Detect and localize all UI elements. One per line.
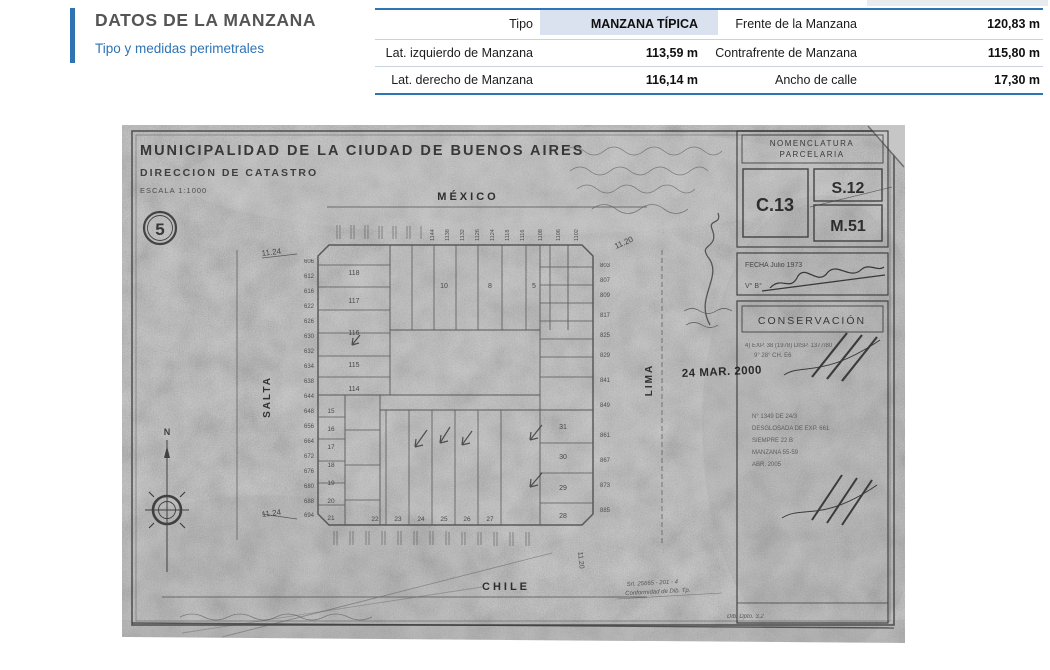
field-label-ancho-calle: Ancho de calle	[774, 73, 857, 87]
manzana-data-table	[375, 0, 1043, 98]
lot-number: 8	[488, 283, 492, 290]
address-number: 803	[600, 263, 611, 269]
lot-number: 19	[327, 480, 335, 487]
field-value-frente: 120,83 m	[987, 17, 1040, 31]
footnote: Conformidad de Dib. Tp.	[625, 587, 691, 598]
plan-department: DIRECCION DE CATASTRO	[140, 167, 319, 179]
footnote: Srl. 25665 - 201 - 4	[626, 579, 679, 589]
dim-bottom-left: 11.24	[261, 507, 282, 519]
address-number: 867	[600, 458, 611, 464]
address-number: 849	[600, 403, 611, 409]
nomenclatura-title-2: PARCELARIA	[779, 150, 845, 159]
address-number: 873	[600, 483, 611, 489]
address-number: 626	[303, 319, 314, 325]
address-number: 622	[303, 304, 314, 310]
lot-number: 21	[327, 515, 335, 522]
address-number: 809	[600, 293, 611, 299]
lot-number: 118	[348, 270, 360, 277]
address-number: 1106	[556, 229, 562, 241]
conservacion-entry: 4) EXP. 38 (1978) DISP. 1377/80	[745, 343, 833, 349]
address-number: 676	[303, 469, 314, 475]
field-label-lat-izquierdo: Lat. izquierdo de Manzana	[385, 46, 533, 60]
address-number: 644	[303, 394, 314, 400]
address-number: 1118	[505, 229, 511, 241]
address-number: 841	[600, 378, 611, 384]
lot-number: 29	[559, 485, 567, 492]
address-number: 807	[600, 278, 611, 284]
footnote: Dib. Dpto. 3.2	[727, 614, 764, 620]
lot-number: 22	[371, 516, 379, 523]
address-number: 1108	[538, 229, 544, 241]
field-value-lat-izquierdo: 113,59 m	[645, 46, 698, 60]
page-subtitle: Tipo y medidas perimetrales	[95, 41, 265, 56]
address-number: 664	[303, 439, 314, 445]
table-rule-top	[375, 8, 1043, 10]
address-number: 1144	[430, 229, 436, 241]
address-number: 656	[303, 424, 314, 430]
lot-number: 28	[559, 513, 567, 520]
lot-number: 10	[440, 283, 448, 290]
address-number: 1132	[460, 229, 466, 241]
dim-top-left: 11.24	[261, 246, 282, 258]
lot-number: 114	[348, 386, 360, 393]
lot-number: 5	[532, 283, 536, 290]
accent-bar	[70, 8, 75, 63]
lot-number: 20	[327, 498, 335, 505]
address-number: 817	[600, 313, 611, 319]
lot-number: 27	[486, 516, 494, 523]
address-number: 616	[303, 289, 314, 295]
address-number: 630	[303, 334, 314, 340]
address-number: 612	[303, 274, 314, 280]
lot-number: 23	[394, 516, 402, 523]
dim-bottom-right: 11.20	[576, 551, 585, 570]
address-number: 688	[303, 499, 314, 505]
address-number: 829	[600, 353, 611, 359]
lot-number: 115	[348, 362, 360, 369]
street-mexico: MÉXICO	[437, 191, 499, 203]
address-number: 885	[600, 508, 611, 514]
lot-number: 17	[327, 444, 335, 451]
conservacion-title: CONSERVACIÓN	[757, 315, 867, 327]
lot-number: 117	[348, 298, 360, 305]
manzana-value: M.51	[830, 218, 866, 235]
conservacion-entry: MANZANA 55-59	[752, 450, 799, 456]
seccion-value: S.12	[831, 180, 865, 197]
field-label-contrafrente: Contrafrente de Manzana	[715, 46, 857, 60]
field-value-contrafrente: 115,80 m	[987, 46, 1040, 60]
address-number: 632	[303, 349, 314, 355]
address-number: 825	[600, 333, 611, 339]
address-number: 1124	[490, 229, 496, 241]
plan-scale: ESCALA 1:1000	[140, 186, 208, 195]
lot-number: 25	[440, 516, 448, 523]
field-label-tipo: Tipo	[509, 17, 533, 31]
street-lima: LIMA	[644, 363, 655, 397]
street-salta: SALTA	[262, 376, 273, 418]
lot-number: 15	[327, 408, 335, 415]
address-number: 1126	[475, 229, 481, 241]
field-value-lat-derecho: 116,14 m	[645, 73, 698, 87]
field-value-ancho-calle: 17,30 m	[994, 73, 1040, 87]
page-title: DATOS DE LA MANZANA	[95, 10, 317, 30]
date-stamp: 24 MAR. 2000	[681, 364, 763, 380]
address-number: 638	[303, 379, 314, 385]
plan-title: MUNICIPALIDAD DE LA CIUDAD DE BUENOS AIRES	[140, 143, 585, 159]
cadastral-plan-scan	[122, 125, 905, 645]
lot-number: 30	[559, 454, 567, 461]
lot-number: 116	[348, 330, 360, 337]
compass-north-label: N	[163, 427, 171, 437]
circunscripcion-value: C.13	[755, 195, 795, 215]
address-number: 648	[303, 409, 314, 415]
street-chile: CHILE	[482, 581, 530, 593]
nomenclatura-title-1: NOMENCLATURA	[769, 139, 855, 148]
address-number: 861	[600, 433, 611, 439]
address-number: 634	[303, 364, 314, 370]
table-rule-bottom	[375, 93, 1043, 95]
conservacion-entry: N° 1349 DE 24/3	[752, 414, 798, 420]
field-label-frente: Frente de la Manzana	[735, 17, 857, 31]
lot-number: 31	[559, 424, 567, 431]
conservacion-entry: ABR. 2005	[752, 462, 782, 468]
lot-number: 16	[327, 426, 335, 433]
fecha-label: FECHA Julio 1973	[745, 262, 803, 269]
address-number: 1138	[445, 229, 451, 241]
conservacion-entry: SIEMPRE 22 B	[752, 438, 794, 444]
address-number: 1116	[520, 229, 526, 241]
field-label-lat-derecho: Lat. derecho de Manzana	[391, 73, 533, 87]
conservacion-entry: 9° 28° CH. E6	[754, 353, 792, 359]
conservacion-entry: DESGLOSADA DE EXP. 661	[752, 426, 830, 432]
lot-number: 18	[327, 462, 335, 469]
address-number: 672	[303, 454, 314, 460]
sheet-number: 5	[155, 220, 165, 239]
address-number: 694	[303, 513, 314, 519]
address-number: 680	[303, 484, 314, 490]
lot-number: 24	[417, 516, 425, 523]
dim-top-right: 11.20	[613, 234, 635, 251]
address-number: 606	[303, 259, 314, 265]
field-value-tipo: MANZANA TÍPICA	[590, 17, 698, 31]
vb-label: V° B°	[745, 283, 762, 290]
lot-number: 26	[463, 516, 471, 523]
address-number: 1102	[574, 229, 580, 241]
